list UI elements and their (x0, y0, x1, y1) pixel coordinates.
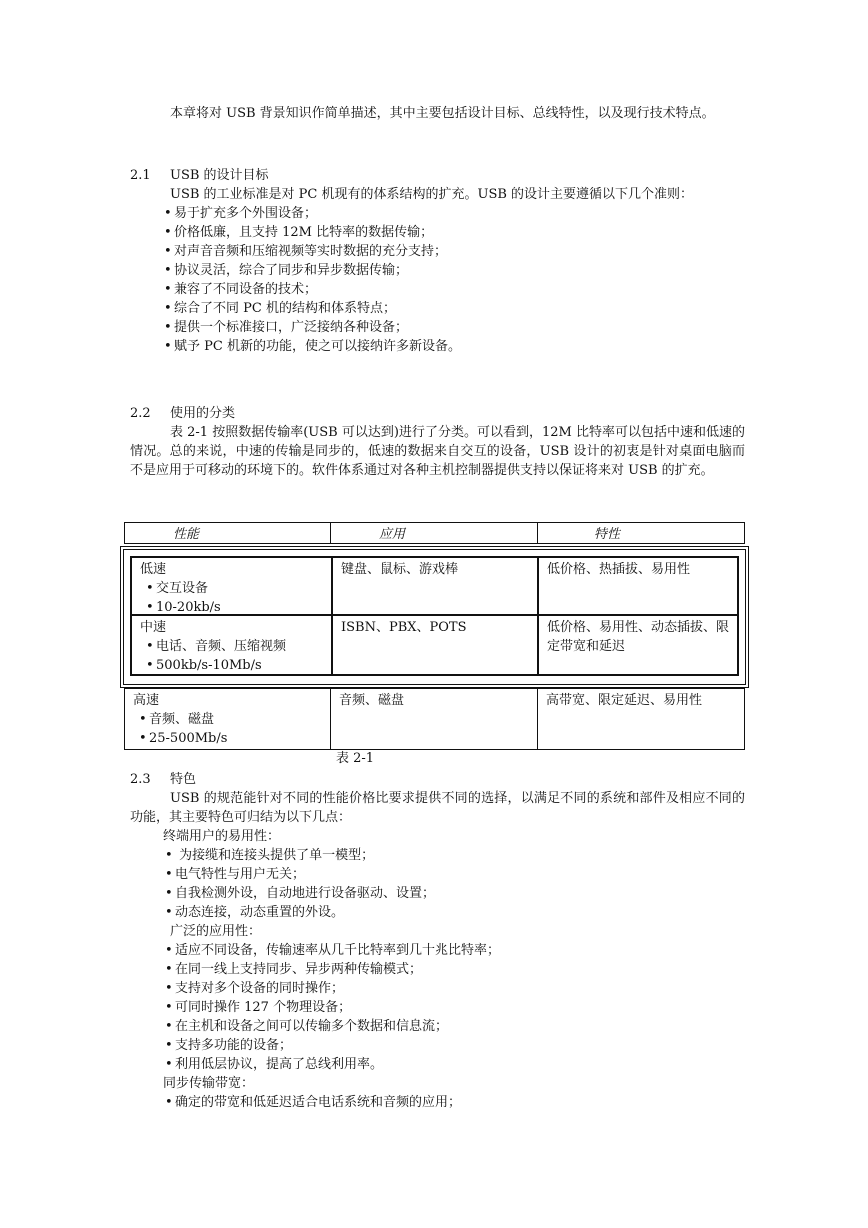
bullet-icon: • (139, 712, 147, 727)
intro-block (130, 104, 745, 123)
list-item: • 兼容了不同设备的技术； (164, 282, 318, 297)
bullet-icon: • (165, 1038, 173, 1053)
table-header-row (124, 522, 745, 544)
list-item: • 确定的带宽和低延迟适合电话系统和音频的应用； (165, 1095, 462, 1110)
list-item: • 赋予 PC 机新的功能，使之可以接纳许多新设备。 (164, 339, 461, 354)
table-cell-feature: 低价格、热插拔、易用性 (539, 556, 739, 616)
bullet-icon: • (164, 206, 172, 221)
section-title: 使用的分类 (170, 406, 236, 421)
table-cell-application: 音频、磁盘 (331, 688, 538, 750)
framed-rows (130, 556, 739, 676)
bullet-list (130, 941, 745, 1074)
bullet-list (130, 1093, 745, 1112)
bullet-icon: • (165, 905, 173, 920)
list-item: • 电气特性与用户无关； (165, 867, 306, 882)
table-row (124, 688, 745, 750)
table-header-cell: 应用 (331, 522, 538, 544)
section-2-2 (130, 404, 745, 480)
list-item: • 自我检测外设，自动地进行设备驱动、设置； (165, 886, 436, 901)
list-item: • 为接缆和连接头提供了单一模型； (165, 848, 375, 863)
bullet-icon: • (139, 731, 147, 746)
bullet-icon: • (165, 1057, 173, 1072)
section-heading (130, 166, 745, 185)
table-cell-feature: 高带宽、限定延迟、易用性 (538, 688, 745, 750)
bullet-list (130, 846, 745, 922)
bullet-icon: • (165, 1000, 173, 1015)
list-item: • 支持对多个设备的同时操作； (165, 981, 345, 996)
section-paragraph: 表 2-1 按照数据传输率(USB 可以达到)进行了分类。可以看到，12M 比特率可以包括中速和低速的情况。总的来说，中速的传输是同步的，低速的数据来自交互的设备，USB 设计的初衷是针对桌面电脑而不是应用于可移动的环境下的。软件体系通过对各种主机控制器提供支持以保证将来对 USB 的扩充。 (130, 425, 745, 478)
bullet-icon: • (146, 581, 154, 596)
list-item: • 对声音音频和压缩视频等实时数据的充分支持； (164, 244, 448, 259)
section-number: 2.3 (130, 772, 151, 787)
bullet-icon: • (164, 225, 172, 240)
section-title: USB 的设计目标 (170, 168, 269, 183)
list-item: • 在同一线上支持同步、异步两种传输模式； (165, 962, 423, 977)
section-number: 2.2 (130, 406, 151, 421)
table-caption: 表 2-1 (336, 751, 375, 766)
bullet-icon: • (165, 981, 173, 996)
list-item: • 在主机和设备之间可以传输多个数据和信息流； (165, 1019, 449, 1034)
section-heading (130, 770, 745, 789)
section-2-1 (130, 166, 745, 356)
list-item: • 利用低层协议，提高了总线利用率。 (165, 1057, 384, 1072)
list-item: • 可同时操作 127 个物理设备； (165, 1000, 352, 1015)
bullet-icon: • (164, 339, 172, 354)
bullet-icon: • (165, 886, 173, 901)
section-title: 特色 (170, 772, 197, 787)
bullet-icon: • (146, 600, 154, 615)
group-label: 终端用户的易用性： (163, 829, 281, 844)
table-header-cell: 性能 (124, 522, 331, 544)
table-row (130, 616, 739, 676)
bullet-icon: • (165, 848, 173, 863)
bullet-icon: • (165, 867, 173, 882)
bullet-icon: • (165, 1095, 173, 1110)
bullet-icon: • (164, 263, 172, 278)
list-item: • 适应不同设备，传输速率从几千比特率到几十兆比特率； (165, 943, 501, 958)
group-label: 同步传输带宽： (163, 1076, 255, 1091)
list-item: • 协议灵活，综合了同步和异步数据传输； (164, 263, 409, 278)
list-item: • 提供一个标准接口，广泛接纳各种设备； (164, 320, 409, 335)
bullet-icon: • (164, 244, 172, 259)
table-header-cell: 特性 (538, 522, 745, 544)
table-cell-performance: 中速 • 电话、音频、压缩视频 • 500kb/s-10Mb/s (130, 616, 333, 676)
section-paragraph: USB 的规范能针对不同的性能价格比要求提供不同的选择，以满足不同的系统和部件及相应不同的功能，其主要特色可归结为以下几点： (130, 791, 745, 825)
list-item: • 价格低廉，且支持 12M 比特率的数据传输； (164, 225, 434, 240)
group-label: 广泛的应用性： (170, 924, 262, 939)
table-cell-feature: 低价格、易用性、动态插拔、限定带宽和延迟 (539, 616, 739, 676)
table-cell-performance: 低速 • 交互设备 • 10-20kb/s (130, 556, 333, 616)
bullet-icon: • (164, 282, 172, 297)
bullet-icon: • (146, 658, 154, 673)
list-item: • 支持多功能的设备； (165, 1038, 293, 1053)
table-cell-application: 键盘、鼠标、游戏棒 (333, 556, 539, 616)
list-item: • 动态连接，动态重置的外设。 (165, 905, 345, 920)
table-cell-performance: 高速 • 音频、磁盘 • 25-500Mb/s (124, 688, 331, 750)
bullet-icon: • (164, 301, 172, 316)
intro-paragraph: 本章将对 USB 背景知识作简单描述，其中主要包括设计目标、总线特性，以及现行技术特点。 (170, 106, 715, 121)
section-2-3 (130, 770, 745, 1112)
table-row (130, 556, 739, 616)
highlight-frame (120, 546, 749, 688)
list-item: • 综合了不同 PC 机的结构和体系特点； (164, 301, 396, 316)
bullet-icon: • (165, 962, 173, 977)
section-heading (130, 404, 745, 423)
section-paragraph: USB 的工业标准是对 PC 机现有的体系结构的扩充。USB 的设计主要遵循以下几个准则： (170, 187, 694, 202)
table-cell-application: ISBN、PBX、POTS (333, 616, 539, 676)
list-item: • 易于扩充多个外围设备； (164, 206, 318, 221)
section-number: 2.1 (130, 168, 151, 183)
bullet-icon: • (164, 320, 172, 335)
bullet-icon: • (165, 1019, 173, 1034)
bullet-icon: • (165, 943, 173, 958)
bullet-list (130, 204, 745, 356)
bullet-icon: • (146, 639, 154, 654)
